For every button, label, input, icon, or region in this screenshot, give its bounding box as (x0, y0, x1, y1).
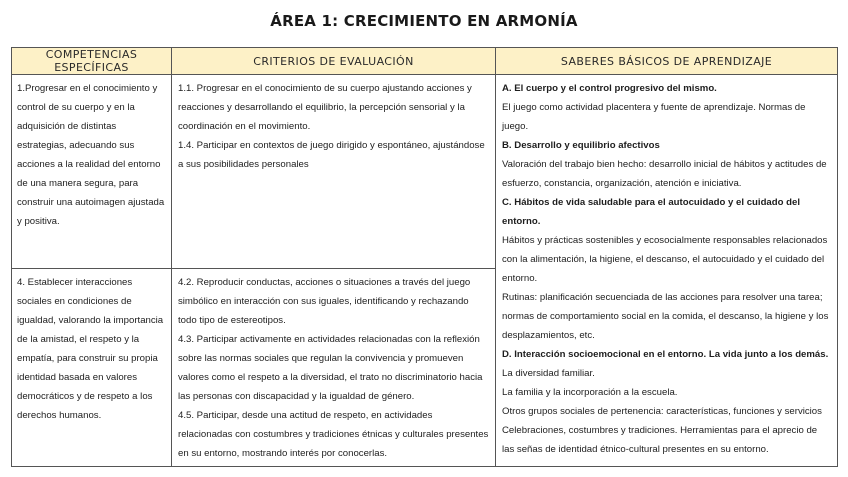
saber-heading: A. El cuerpo y el control progresivo del mismo. (502, 83, 717, 94)
saber-text: La familia y la incorporación a la escuela. (502, 387, 678, 398)
saber-text: La diversidad familiar. (502, 368, 595, 379)
table-row (12, 75, 838, 269)
saber-text: Otros grupos sociales de pertenencia: características, funciones y servicios (502, 406, 822, 417)
competencia-cell (12, 269, 172, 467)
header-competencias: COMPETENCIAS ESPECÍFICAS (12, 48, 172, 75)
criterios-cell (172, 269, 496, 467)
criterio-text: 4.5. Participar, desde una actitud de respeto, en actividades relacionadas con costumbres y tradiciones étnicas y culturales presentes en su entorno, mostrando interés por conocerlas. (178, 410, 489, 459)
criterios-cell (172, 75, 496, 269)
competencia-text: 1.Progresar en el conocimiento y control de su cuerpo y en la adquisición de distintas estrategias, adecuando sus acciones a la realidad del entorno de una manera segura, para construir una autoimagen ajustada y positiva. (17, 83, 165, 227)
header-saberes: SABERES BÁSICOS DE APRENDIZAJE (496, 48, 838, 75)
saber-heading: C. Hábitos de vida saludable para el autocuidado y el cuidado del entorno. (502, 197, 801, 227)
header-criterios: CRITERIOS DE EVALUACIÓN (172, 48, 496, 75)
criterio-text: 4.3. Participar activamente en actividades relacionadas con la reflexión sobre las normas sociales que regulan la convivencia y promueven valores como el respeto a la diversidad, el trato no discriminatorio hacia las personas con discapacidad y la igualdad de género. (178, 334, 483, 402)
curriculum-table (11, 47, 838, 467)
saber-heading: D. Interacción socioemocional en el entorno. La vida junto a los demás. (502, 349, 829, 360)
saber-text: El juego como actividad placentera y fuente de aprendizaje. Normas de juego. (502, 102, 806, 132)
saber-text: Hábitos y prácticas sostenibles y ecosocialmente responsables relacionados con la alimentación, la higiene, el descanso, el autocuidado y el cuidado del entorno. (502, 235, 828, 284)
criterio-text: 4.2. Reproducir conductas, acciones o situaciones a través del juego simbólico en interacción con sus iguales, identificando y rechazando todo tipo de estereotipos. (178, 277, 471, 326)
saberes-cell (496, 75, 838, 467)
criterio-text: 1.1. Progresar en el conocimiento de su cuerpo ajustando acciones y reacciones y desarrollando el equilibrio, la percepción sensorial y la coordinación en el movimiento. (178, 83, 472, 132)
header-row (12, 48, 838, 75)
saber-text: Celebraciones, costumbres y tradiciones. Herramientas para el aprecio de las señas de identidad étnico-cultural presentes en su entorno. (502, 425, 818, 455)
saber-heading: B. Desarrollo y equilibrio afectivos (502, 140, 660, 151)
criterio-text: 1.4. Participar en contextos de juego dirigido y espontáneo, ajustándose a sus posibilidades personales (178, 140, 485, 170)
saber-text: Rutinas: planificación secuenciada de las acciones para resolver una tarea; normas de comportamiento social en la comida, el descanso, la higiene y los desplazamientos, etc. (502, 292, 829, 341)
saber-text: Valoración del trabajo bien hecho: desarrollo inicial de hábitos y actitudes de esfuerzo, constancia, organización, atención e iniciativa. (502, 159, 827, 189)
competencia-text: 4. Establecer interacciones sociales en condiciones de igualdad, valorando la importancia de la amistad, el respeto y la empatía, para construir su propia identidad basada en valores democráticos y de respeto a los derechos humanos. (17, 277, 164, 421)
page-title: ÁREA 1: CRECIMIENTO EN ARMONÍA (270, 12, 578, 30)
competencia-cell (12, 75, 172, 269)
